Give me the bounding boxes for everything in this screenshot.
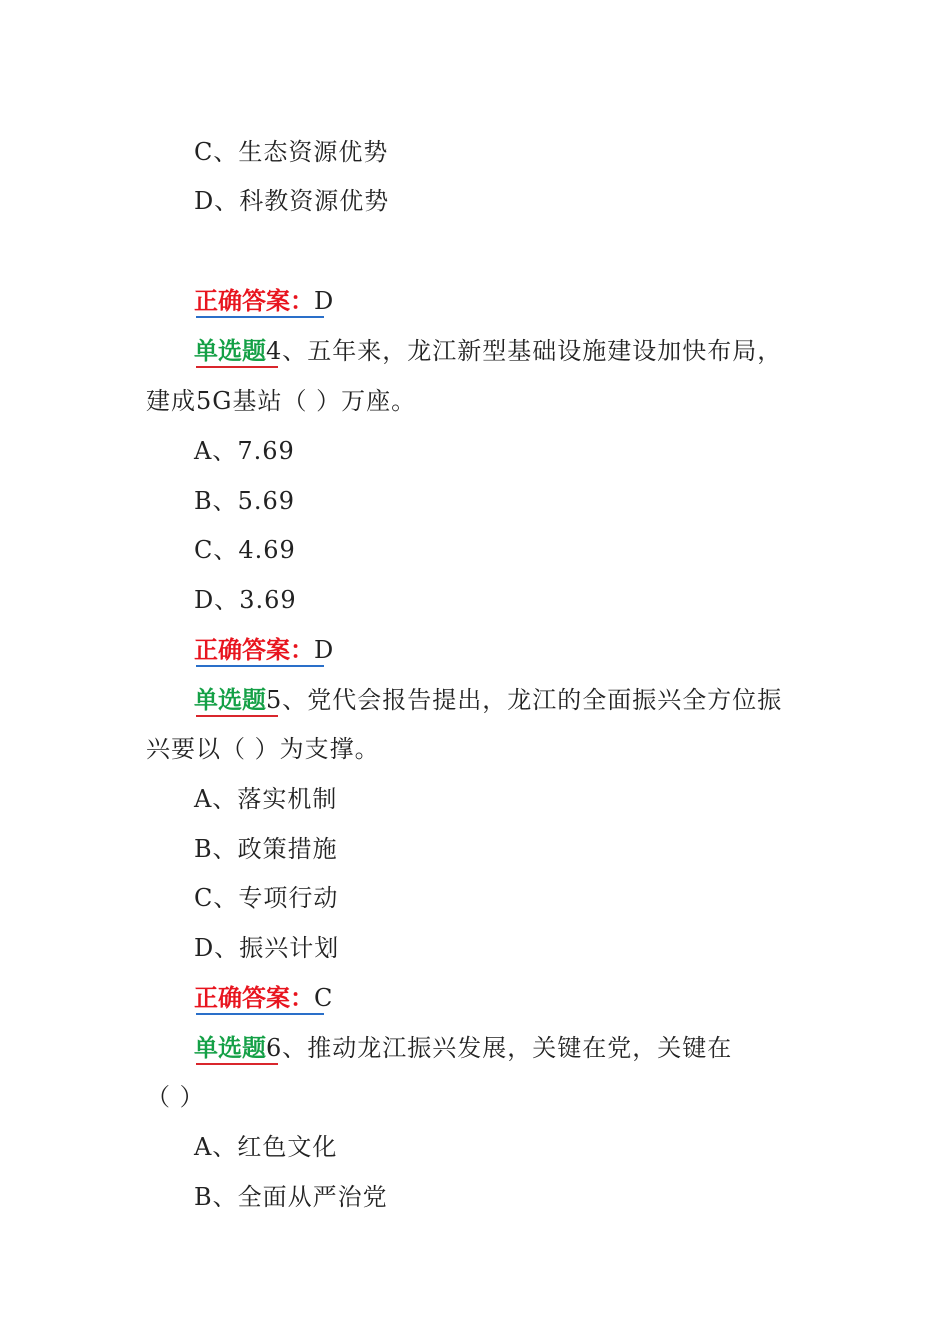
q4-stem-text: 4、五年来，龙江新型基础设施建设加快布局，: [266, 337, 783, 365]
q5-option-b: B、政策措施: [194, 835, 338, 863]
tag-underline: [196, 366, 278, 368]
q6-option-b: B、全面从严治党: [194, 1183, 388, 1211]
correct-answer-value: D: [314, 636, 334, 664]
q4-stem-line1: [194, 335, 782, 367]
q3-option-b: C、生态资源优势: [194, 138, 389, 166]
q3-option-c: D、科教资源优势: [194, 187, 390, 215]
single-choice-tag: 单选题: [194, 684, 266, 716]
correct-answer-value: C: [314, 984, 333, 1012]
single-choice-tag: 单选题: [194, 1032, 266, 1064]
correct-answer-label: 正确答案：: [194, 285, 314, 317]
q5-option-d: D、振兴计划: [194, 934, 340, 962]
tag-underline: [196, 1063, 278, 1065]
q6-stem-line2: （ ）: [146, 1083, 205, 1111]
answer-underline: [196, 1013, 324, 1015]
q5-answer-line: [194, 982, 332, 1014]
answer-underline: [196, 665, 324, 667]
q4-option-c: C、4.69: [194, 536, 296, 564]
q5-option-a: A、落实机制: [194, 785, 338, 813]
q4-option-b: B、5.69: [194, 487, 296, 515]
q4-option-a: A、7.69: [194, 437, 295, 465]
q6-stem-line1: [194, 1032, 732, 1064]
correct-answer-label: 正确答案：: [194, 634, 314, 666]
single-choice-tag: 单选题: [194, 335, 266, 367]
tag-underline: [196, 715, 278, 717]
q4-answer-line: [194, 634, 333, 666]
q5-option-c: C、专项行动: [194, 884, 339, 912]
q5-stem-line1: [194, 684, 782, 716]
q6-option-a: A、红色文化: [194, 1133, 338, 1161]
correct-answer-value: D: [314, 287, 334, 315]
q5-stem-text: 5、党代会报告提出，龙江的全面振兴全方位振: [266, 686, 783, 714]
correct-answer-label: 正确答案：: [194, 982, 314, 1014]
q4-stem-line2: 建成5G基站（ ）万座。: [146, 387, 417, 415]
q6-stem-text: 6、推动龙江振兴发展，关键在党，关键在: [266, 1034, 733, 1062]
q5-stem-line2: 兴要以（ ）为支撑。: [146, 735, 380, 763]
q4-option-d: D、3.69: [194, 586, 297, 614]
q3-answer-line: [194, 285, 333, 317]
answer-underline: [196, 316, 324, 318]
